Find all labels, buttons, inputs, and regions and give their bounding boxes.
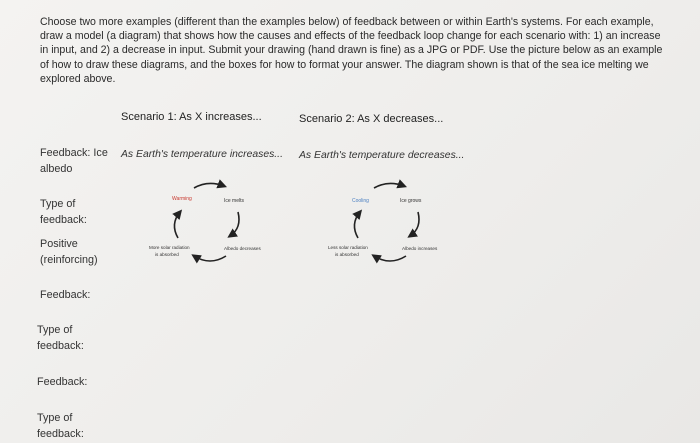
instructions-paragraph: Choose two more examples (different than the examples below) of feedback between or within Earth's systems. For each example, draw a model (a diagram) that shows how the causes and effects of the feedback loop change for each scenario with: 1) an increase in input, and 2) a decrease in input. Submit your drawing (hand drawn is fine) as a JPG or PDF. Use the picture below as an example of how to draw these diagrams, and the boxes for how to format your answer. The diagram shown is that of the sea ice melting we explored above. (40, 16, 663, 85)
warming-feedback-loop-diagram (138, 176, 278, 268)
scenario-1-header: Scenario 1: As X increases... (121, 111, 262, 123)
scenario-2-header: Scenario 2: As X decreases... (299, 113, 444, 125)
node-ice-melts: Ice melts (224, 198, 245, 204)
loop-arrow-right (410, 212, 419, 236)
node-ice-grows: Ice grows (400, 198, 422, 204)
feedback-3-label: Feedback: (37, 376, 88, 388)
node-albedo-increases: Albedo increases (402, 246, 438, 251)
node-less-solar-radiation: Less solar radiation (328, 245, 368, 250)
feedback-1-label: Feedback: Ice albedo (40, 147, 108, 175)
node-more-solar-radiation: More solar radiation (149, 245, 190, 250)
feedback-2-label: Feedback: (40, 289, 91, 301)
loop-arrow-top (194, 183, 224, 188)
type-2-label: Type of feedback: (37, 324, 84, 352)
scenario-2-description: As Earth's temperature decreases... (299, 150, 465, 161)
node-cooling: Cooling (352, 198, 369, 204)
scenario-1-description: As Earth's temperature increases... (121, 149, 283, 160)
loop-arrow-bottom (194, 256, 226, 261)
node-is-absorbed: is absorbed (155, 252, 179, 257)
node-albedo-decreases: Albedo decreases (224, 246, 261, 251)
loop-arrow-left (354, 212, 360, 238)
loop-arrow-right (230, 212, 239, 236)
type-1-label: Type of feedback: (40, 198, 87, 226)
type-3-label: Type of feedback: (37, 412, 84, 440)
loop-arrow-top (374, 183, 404, 188)
node-is-absorbed: is absorbed (335, 252, 359, 257)
loop-arrow-bottom (374, 256, 406, 261)
cooling-feedback-loop-diagram (318, 176, 458, 268)
node-warming: Warming (172, 196, 192, 202)
loop-arrow-left (174, 212, 180, 238)
type-1-value: Positive (reinforcing) (40, 238, 98, 266)
